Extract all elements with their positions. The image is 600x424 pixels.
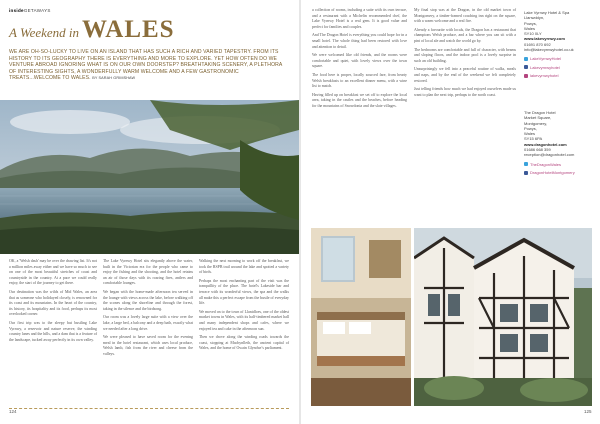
paragraph: We were welcomed like old friends, and the rooms were comfortable and quiet, with lovely views over the town square. <box>312 53 407 69</box>
standfirst-text: WE ARE OH-SO-LUCKY TO LIVE ON AN ISLAND THAT HAS SUCH A RICH AND VARIED TAPESTRY. FROM ITS HISTORY TO ITS GEOGRAPHY THERE IS EVERYTHING AND MORE TO EXPLORE. YET HOW OFTEN DO WE VENTURE ABROAD IGNORING WHAT IS ON OUR OWN DOORSTEP? BREATHTAKING SCENERY, A PLETHORA OF INTERESTING SIGHTS, A WONDERFULLY WARM WELCOME AND A FEW GASTRONOMIC TREATS...WELCOME TO WALES. <box>9 49 283 82</box>
left-column-3 <box>199 259 289 355</box>
social-facebook-2[interactable] <box>524 170 596 175</box>
byline: BY SARAH GRIMSHAW <box>92 76 136 81</box>
headline-main: WALES <box>82 16 175 43</box>
hotel-exterior-illustration <box>414 228 592 406</box>
left-column-2 <box>103 259 193 361</box>
hotel2-address-line: SY15 6PA <box>524 136 543 142</box>
paragraph: The bedrooms are comfortable and full of character, with beams and sloping floors, and the indoor pool is a lovely surprise in such an old building. <box>414 47 516 63</box>
paragraph: My final stop was at the Dragon, in the old market town of Montgomery, a timber-framed coaching inn right on the square, with a warm welcome and a real fire. <box>414 8 516 24</box>
paragraph: OK, a 'Welsh dash' may be over the drawing list. It's not a million miles away either and we have so much to see on one of the most beautiful stretches of coast and countryside in the country. At a pace we could really enjoy, the start of the journey to get there. <box>9 259 97 286</box>
social-facebook-1[interactable] <box>524 65 596 70</box>
hotel-info-1 <box>524 10 596 81</box>
hotel2-address-line: Powys, <box>524 125 537 131</box>
page-number-right: 125 <box>584 409 592 414</box>
footer-rule <box>9 408 289 410</box>
lake-landscape-illustration <box>0 100 299 254</box>
hotel1-name: Lake Vyrnwy Hotel & Spa <box>524 10 570 15</box>
right-column-1 <box>312 8 407 113</box>
hotel1-address-line: SY10 0LY <box>524 31 542 37</box>
paragraph: a collection of rooms, including a suite with its own terrace, and a restaurant with a Michelin recommended chef, the Lake Vyrnwy Hotel is a real gem. It is good value and perfect for families and couples. <box>312 8 407 29</box>
paragraph: Perhaps the most enchanting part of the visit was the tranquillity of the place. The hotel's Lakeside bar and terrace with its wonderful views, the spa and the walks all make this a perfect escape from the bustle of everyday life. <box>199 278 289 306</box>
hotel2-address-line: Market Square, <box>524 115 552 121</box>
paragraph: Walking the next morning to work off the breakfast, we took the RSPB trail around the lake and spotted a variety of birds. <box>199 259 289 275</box>
left-column-1 <box>9 259 97 346</box>
hotel2-name: The Dragon Hotel <box>524 110 556 115</box>
hotel2-email-link[interactable]: reception@dragonhotel.com <box>524 152 575 158</box>
paragraph: And The Dragon Hotel is everything you could hope for in a small hotel. The whole thing had been restored with love and attention to detail. <box>312 33 407 49</box>
social-handle: DragonHotelMontgomery <box>530 169 575 175</box>
page-number-left: 124 <box>9 409 17 414</box>
hotel2-address-line: Montgomery, <box>524 120 548 126</box>
twitter-icon <box>524 162 528 166</box>
social-twitter-1[interactable] <box>524 56 596 61</box>
paragraph: The Lake Vyrnwy Hotel sits elegantly above the water, built in the Victorian era for the people who came to enjoy the fishing and the shooting, and the hotel retains an air of those days with its roaring fires, antlers and comfortable lounges. <box>103 259 193 286</box>
twitter-icon <box>524 57 528 61</box>
paragraph: Our first trip was to the sleepy but bustling Lake Vyrnwy, a reservoir and nature reserve, the winding country lanes and the hills, and a dam that is a feature of the landscape, tucked away perfectly in its own valley. <box>9 320 97 342</box>
paragraph: Having filled up on breakfast we set off to explore the local area, taking in the castles and the beaches, before heading for the mountains of Snowdonia and the slate villages. <box>312 92 407 108</box>
hotel1-address-line: Wales <box>524 25 535 31</box>
paragraph: Unsurprisingly we fell into a peaceful routine of walks, meals and naps, and by the end of the weekend we felt completely restored. <box>414 67 516 83</box>
social-handle: LakeVyrnwyHotel <box>530 56 561 62</box>
left-page <box>0 0 299 424</box>
right-column-2 <box>414 8 516 101</box>
social-instagram-1[interactable] <box>524 73 596 78</box>
hotel1-address-line: Powys, <box>524 20 537 26</box>
paragraph: We began with the home-made afternoon tea served in the lounge with views across the lake, before walking off the scones along the shoreline and through the forest, taking in the silence and the birdsong. <box>103 289 193 311</box>
section-prefix: inside <box>9 8 24 13</box>
paragraph: Then we drove along the winding roads towards the coast, stopping at Machynlleth, the ancient capital of Wales, and the home of Owain Glyndwr's parliament. <box>199 335 289 351</box>
standfirst <box>9 49 287 82</box>
headline-pre: A Weekend in <box>9 25 80 40</box>
hotel-interior-photo <box>311 228 411 406</box>
section-tag <box>9 8 51 13</box>
paragraph: The food here is proper, locally sourced fare, from hearty Welsh breakfasts to an excellent dinner menu, with a wine list to match. <box>312 72 407 89</box>
hotel1-address-line: Llanwddyn, <box>524 15 545 21</box>
hotel-exterior-photo <box>414 228 592 406</box>
social-handle: TheDragonWales <box>530 161 561 167</box>
paragraph: Our destination was the wilds of Mid Wales, an area that as someone who holidayed closely, is renowned for its coast and its mountains. In the heart of the country, its history, its hospitality and its food, perhaps its most overlooked corner. <box>9 289 97 317</box>
paragraph: We moved on to the town of Llanidloes, one of the oldest market towns in Wales, with its half-timbered market hall and many independent shops and cafes, where we enjoyed tea and cake in the afternoon sun. <box>199 309 289 331</box>
hotel1-email-link[interactable]: info@lakevyrnwyhotel.co.uk <box>524 47 574 53</box>
headline <box>9 16 289 44</box>
lake-landscape-photo <box>0 100 299 254</box>
paragraph: Already a favourite with locals, the Dragon has a restaurant that champions Welsh produce, and a bar where you can sit with a pint of local ale and watch the world go by. <box>414 27 516 43</box>
hotel-info-2 <box>524 110 596 178</box>
social-handle: lakevyrnwyhotel <box>530 72 559 78</box>
paragraph: Just telling friends how much we had enjoyed ourselves made us want to plan the next trip, perhaps to the north coast. <box>414 87 516 97</box>
paragraph: We were pleased to have saved room for the evening meal in the hotel restaurant, which uses local produce, Welsh lamb, fish from the river and cheese from the valleys. <box>103 335 193 356</box>
hotel1-website-link[interactable]: www.lakevyrnwy.com <box>524 36 565 42</box>
section-name: GETAWAYS <box>23 8 51 13</box>
social-twitter-2[interactable] <box>524 162 596 167</box>
facebook-icon <box>524 65 528 69</box>
hotel-interior-illustration <box>311 228 411 406</box>
hotel1-phone: 01691 870 692 <box>524 41 551 47</box>
paragraph: Our room was a lovely large suite with a view over the lake, a large bed, a balcony and a deep bath, exactly what we needed after a long drive. <box>103 315 193 331</box>
hotel2-phone: 01686 668 359 <box>524 147 551 153</box>
social-handle: Lakevyrnwyhotel <box>530 64 560 70</box>
hotel2-address-line: Wales <box>524 131 535 137</box>
facebook-icon <box>524 171 528 175</box>
instagram-icon <box>524 74 528 78</box>
hotel2-website-link[interactable]: www.dragonhotel.com <box>524 141 567 147</box>
